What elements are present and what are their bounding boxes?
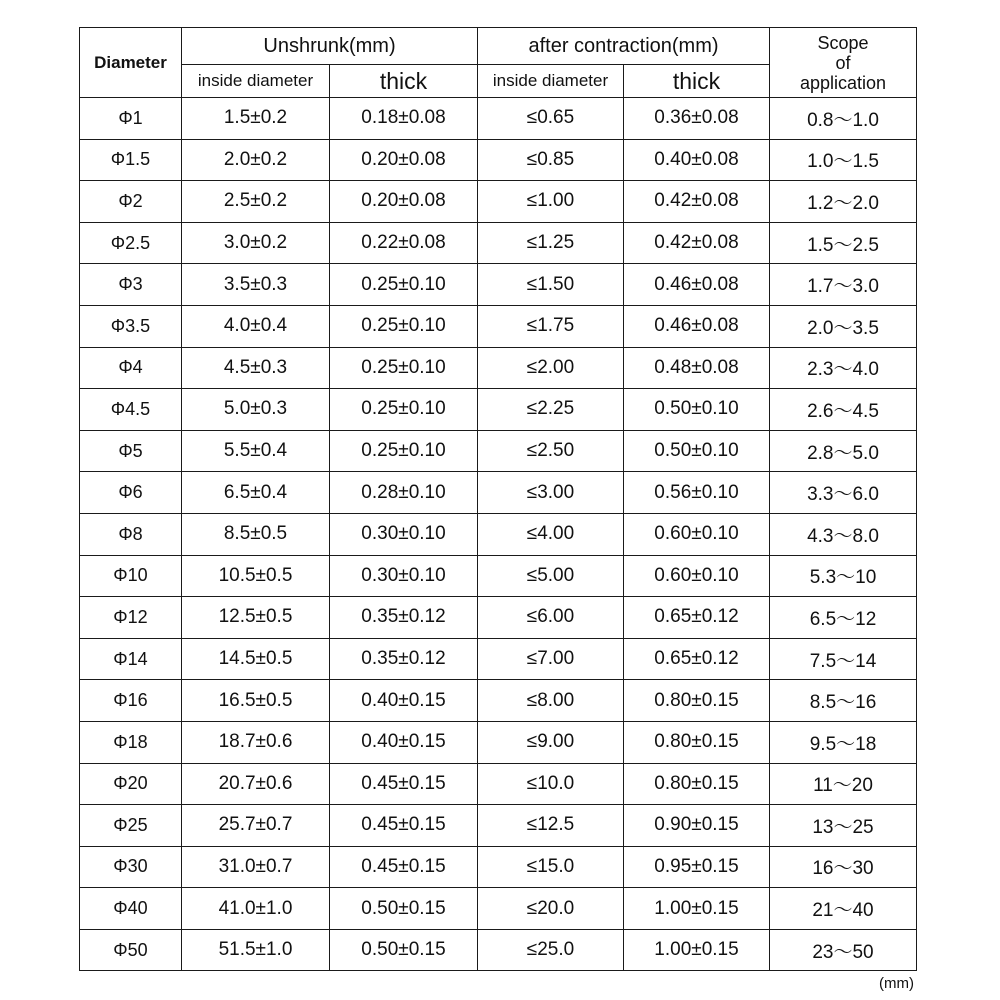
scope-cell: 2.6～4.5 (770, 389, 917, 431)
header-row-top (80, 28, 917, 65)
after-thick-cell: 0.95±0.15 (624, 846, 770, 888)
table-row (80, 98, 917, 140)
header-after-contraction: after contraction(mm) (478, 28, 770, 65)
scope-cell: 8.5～16 (770, 680, 917, 722)
unshrunk-inside-diameter-cell: 4.0±0.4 (182, 305, 330, 347)
scope-cell: 21～40 (770, 888, 917, 930)
unshrunk-inside-diameter-cell: 2.0±0.2 (182, 139, 330, 181)
unshrunk-thick-cell: 0.28±0.10 (330, 472, 478, 514)
unshrunk-thick-cell: 0.35±0.12 (330, 638, 478, 680)
diameter-cell: Φ14 (80, 638, 182, 680)
spec-table (79, 27, 917, 971)
scope-cell: 9.5～18 (770, 721, 917, 763)
diameter-cell: Φ3 (80, 264, 182, 306)
unshrunk-inside-diameter-cell: 6.5±0.4 (182, 472, 330, 514)
unshrunk-thick-cell: 0.50±0.15 (330, 888, 478, 930)
after-inside-diameter-cell: ≤8.00 (478, 680, 624, 722)
table-row (80, 389, 917, 431)
unshrunk-inside-diameter-cell: 51.5±1.0 (182, 929, 330, 971)
after-thick-cell: 0.60±0.10 (624, 555, 770, 597)
after-inside-diameter-cell: ≤12.5 (478, 805, 624, 847)
unshrunk-thick-cell: 0.50±0.15 (330, 929, 478, 971)
unshrunk-inside-diameter-cell: 5.5±0.4 (182, 430, 330, 472)
unshrunk-thick-cell: 0.35±0.12 (330, 597, 478, 639)
table-row (80, 305, 917, 347)
after-inside-diameter-cell: ≤1.25 (478, 222, 624, 264)
diameter-cell: Φ6 (80, 472, 182, 514)
table-row (80, 555, 917, 597)
after-thick-cell: 0.90±0.15 (624, 805, 770, 847)
after-thick-cell: 0.42±0.08 (624, 222, 770, 264)
after-thick-cell: 0.80±0.15 (624, 680, 770, 722)
scope-cell: 13～25 (770, 805, 917, 847)
table-row (80, 680, 917, 722)
after-thick-cell: 0.65±0.12 (624, 638, 770, 680)
unshrunk-inside-diameter-cell: 1.5±0.2 (182, 98, 330, 140)
diameter-cell: Φ4.5 (80, 389, 182, 431)
header-after-thick: thick (624, 65, 770, 98)
scope-cell: 6.5～12 (770, 597, 917, 639)
after-inside-diameter-cell: ≤10.0 (478, 763, 624, 805)
after-thick-cell: 1.00±0.15 (624, 929, 770, 971)
unshrunk-inside-diameter-cell: 41.0±1.0 (182, 888, 330, 930)
unshrunk-thick-cell: 0.45±0.15 (330, 846, 478, 888)
unshrunk-inside-diameter-cell: 2.5±0.2 (182, 181, 330, 223)
unshrunk-inside-diameter-cell: 16.5±0.5 (182, 680, 330, 722)
diameter-cell: Φ30 (80, 846, 182, 888)
unshrunk-thick-cell: 0.25±0.10 (330, 264, 478, 306)
after-inside-diameter-cell: ≤2.00 (478, 347, 624, 389)
after-thick-cell: 0.80±0.15 (624, 721, 770, 763)
scope-cell: 7.5～14 (770, 638, 917, 680)
header-unshrunk: Unshrunk(mm) (182, 28, 478, 65)
after-inside-diameter-cell: ≤3.00 (478, 472, 624, 514)
diameter-cell: Φ4 (80, 347, 182, 389)
unshrunk-inside-diameter-cell: 25.7±0.7 (182, 805, 330, 847)
scope-cell: 2.8～5.0 (770, 430, 917, 472)
table-row (80, 472, 917, 514)
unshrunk-thick-cell: 0.20±0.08 (330, 181, 478, 223)
after-thick-cell: 0.42±0.08 (624, 181, 770, 223)
table-row (80, 929, 917, 971)
unshrunk-thick-cell: 0.45±0.15 (330, 763, 478, 805)
diameter-cell: Φ25 (80, 805, 182, 847)
after-thick-cell: 1.00±0.15 (624, 888, 770, 930)
table-row (80, 597, 917, 639)
after-thick-cell: 0.46±0.08 (624, 264, 770, 306)
unshrunk-thick-cell: 0.30±0.10 (330, 555, 478, 597)
table-body (80, 98, 917, 971)
table-row (80, 513, 917, 555)
after-thick-cell: 0.65±0.12 (624, 597, 770, 639)
scope-cell: 4.3～8.0 (770, 513, 917, 555)
diameter-cell: Φ2 (80, 181, 182, 223)
scope-cell: 3.3～6.0 (770, 472, 917, 514)
unshrunk-inside-diameter-cell: 3.0±0.2 (182, 222, 330, 264)
unshrunk-thick-cell: 0.22±0.08 (330, 222, 478, 264)
after-inside-diameter-cell: ≤5.00 (478, 555, 624, 597)
after-thick-cell: 0.80±0.15 (624, 763, 770, 805)
after-inside-diameter-cell: ≤9.00 (478, 721, 624, 763)
unshrunk-thick-cell: 0.45±0.15 (330, 805, 478, 847)
diameter-cell: Φ8 (80, 513, 182, 555)
scope-cell: 1.0～1.5 (770, 139, 917, 181)
table-row (80, 139, 917, 181)
after-inside-diameter-cell: ≤0.65 (478, 98, 624, 140)
scope-cell: 2.3～4.0 (770, 347, 917, 389)
after-thick-cell: 0.56±0.10 (624, 472, 770, 514)
after-thick-cell: 0.50±0.10 (624, 430, 770, 472)
after-inside-diameter-cell: ≤1.75 (478, 305, 624, 347)
unshrunk-thick-cell: 0.40±0.15 (330, 680, 478, 722)
unshrunk-thick-cell: 0.30±0.10 (330, 513, 478, 555)
header-scope-line-3: application (799, 72, 887, 93)
unit-note: (mm) (879, 975, 914, 992)
unshrunk-thick-cell: 0.18±0.08 (330, 98, 478, 140)
unshrunk-inside-diameter-cell: 4.5±0.3 (182, 347, 330, 389)
diameter-cell: Φ50 (80, 929, 182, 971)
header-scope (770, 28, 917, 98)
after-inside-diameter-cell: ≤15.0 (478, 846, 624, 888)
header-unshrunk-thick: thick (330, 65, 478, 98)
unshrunk-thick-cell: 0.20±0.08 (330, 139, 478, 181)
table-row (80, 846, 917, 888)
after-inside-diameter-cell: ≤2.25 (478, 389, 624, 431)
table-row (80, 721, 917, 763)
unshrunk-thick-cell: 0.25±0.10 (330, 389, 478, 431)
diameter-cell: Φ2.5 (80, 222, 182, 264)
diameter-cell: Φ5 (80, 430, 182, 472)
unshrunk-inside-diameter-cell: 5.0±0.3 (182, 389, 330, 431)
scope-cell: 0.8～1.0 (770, 98, 917, 140)
table-row (80, 638, 917, 680)
diameter-cell: Φ1.5 (80, 139, 182, 181)
table-row (80, 888, 917, 930)
unshrunk-thick-cell: 0.25±0.10 (330, 305, 478, 347)
after-inside-diameter-cell: ≤1.00 (478, 181, 624, 223)
diameter-cell: Φ40 (80, 888, 182, 930)
unshrunk-inside-diameter-cell: 10.5±0.5 (182, 555, 330, 597)
diameter-cell: Φ3.5 (80, 305, 182, 347)
header-diameter: Diameter (80, 28, 182, 98)
scope-cell: 1.5～2.5 (770, 222, 917, 264)
after-inside-diameter-cell: ≤7.00 (478, 638, 624, 680)
scope-cell: 23～50 (770, 929, 917, 971)
unshrunk-inside-diameter-cell: 12.5±0.5 (182, 597, 330, 639)
after-inside-diameter-cell: ≤1.50 (478, 264, 624, 306)
scope-cell: 16～30 (770, 846, 917, 888)
header-scope-line-1: Scope (817, 32, 869, 53)
table-row (80, 347, 917, 389)
diameter-cell: Φ12 (80, 597, 182, 639)
after-inside-diameter-cell: ≤20.0 (478, 888, 624, 930)
after-inside-diameter-cell: ≤6.00 (478, 597, 624, 639)
scope-cell: 1.2～2.0 (770, 181, 917, 223)
diameter-cell: Φ18 (80, 721, 182, 763)
table-row (80, 430, 917, 472)
unshrunk-inside-diameter-cell: 20.7±0.6 (182, 763, 330, 805)
after-thick-cell: 0.60±0.10 (624, 513, 770, 555)
after-thick-cell: 0.36±0.08 (624, 98, 770, 140)
diameter-cell: Φ10 (80, 555, 182, 597)
scope-cell: 5.3～10 (770, 555, 917, 597)
unshrunk-inside-diameter-cell: 14.5±0.5 (182, 638, 330, 680)
after-thick-cell: 0.48±0.08 (624, 347, 770, 389)
unshrunk-thick-cell: 0.25±0.10 (330, 430, 478, 472)
unshrunk-inside-diameter-cell: 3.5±0.3 (182, 264, 330, 306)
diameter-cell: Φ20 (80, 763, 182, 805)
diameter-cell: Φ16 (80, 680, 182, 722)
scope-cell: 1.7～3.0 (770, 264, 917, 306)
unshrunk-inside-diameter-cell: 8.5±0.5 (182, 513, 330, 555)
header-after-inside-diameter: inside diameter (478, 65, 624, 98)
unshrunk-thick-cell: 0.40±0.15 (330, 721, 478, 763)
scope-cell: 11～20 (770, 763, 917, 805)
after-inside-diameter-cell: ≤2.50 (478, 430, 624, 472)
table-row (80, 264, 917, 306)
after-thick-cell: 0.40±0.08 (624, 139, 770, 181)
after-inside-diameter-cell: ≤0.85 (478, 139, 624, 181)
unshrunk-inside-diameter-cell: 18.7±0.6 (182, 721, 330, 763)
diameter-cell: Φ1 (80, 98, 182, 140)
after-thick-cell: 0.46±0.08 (624, 305, 770, 347)
header-unshrunk-inside-diameter: inside diameter (182, 65, 330, 98)
after-inside-diameter-cell: ≤4.00 (478, 513, 624, 555)
after-thick-cell: 0.50±0.10 (624, 389, 770, 431)
scope-cell: 2.0～3.5 (770, 305, 917, 347)
header-scope-line-2: of (835, 52, 851, 73)
table-row (80, 763, 917, 805)
table-row (80, 181, 917, 223)
after-inside-diameter-cell: ≤25.0 (478, 929, 624, 971)
unshrunk-thick-cell: 0.25±0.10 (330, 347, 478, 389)
table-row (80, 222, 917, 264)
table-row (80, 805, 917, 847)
unshrunk-inside-diameter-cell: 31.0±0.7 (182, 846, 330, 888)
